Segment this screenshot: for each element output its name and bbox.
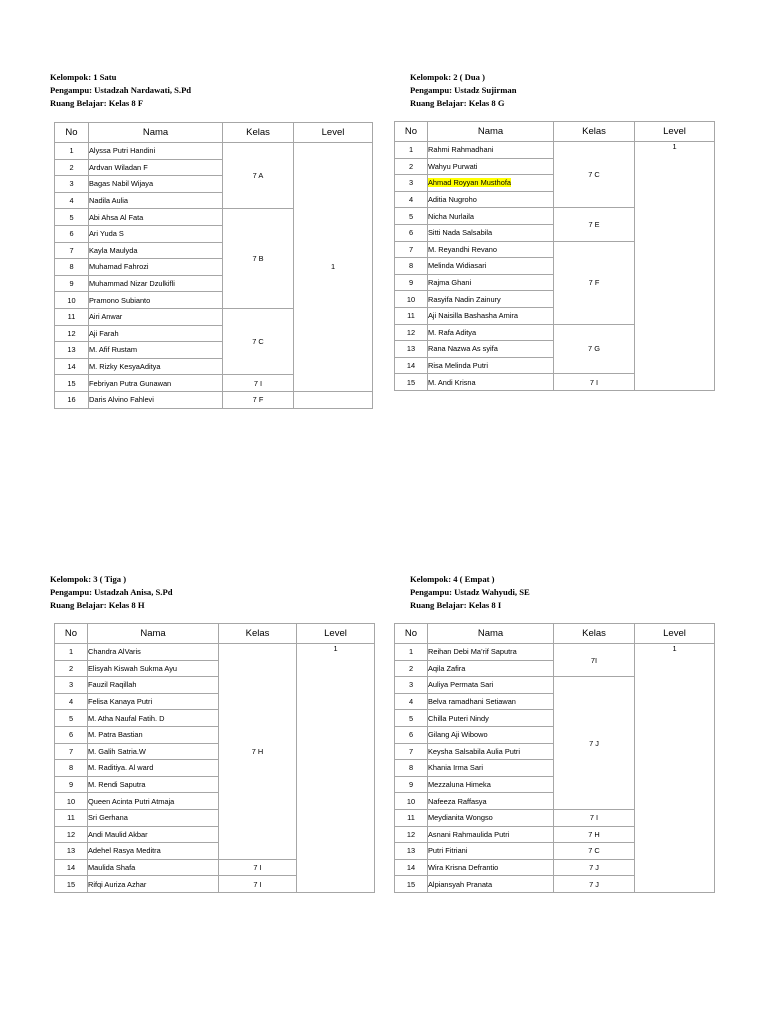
cell-no: 11 [395,307,428,324]
cell-nama [89,176,223,193]
kelompok-label: Kelompok: 1 Satu [50,72,117,82]
cell-nama [428,142,554,159]
cell-nama [428,274,554,291]
header-level: Level [635,624,715,644]
cell-no: 3 [395,677,428,694]
student-name: Elisyah Kiswah Sukma Ayu [88,663,178,673]
student-name: Mezzaluna Himeka [428,780,491,790]
cell-kelas: 7 I [554,809,635,826]
cell-no: 14 [395,357,428,374]
cell-no: 1 [395,644,428,661]
pengampu-label: Pengampu: Ustadzah Anisa, S.Pd [50,587,173,597]
cell-no: 12 [395,826,428,843]
header-kelas: Kelas [223,123,294,143]
kelompok-label: Kelompok: 3 ( Tiga ) [50,574,127,584]
pengampu-label: Pengampu: Ustadz Wahyudi, SE [410,587,530,597]
cell-no: 11 [395,809,428,826]
cell-no: 12 [55,325,89,342]
header-kelas: Kelas [554,624,635,644]
header-no: No [395,624,428,644]
cell-nama [428,826,554,843]
cell-no: 14 [55,859,88,876]
cell-nama [88,660,219,677]
student-name: Abi Ahsa Al Fata [89,212,144,222]
ruang-belajar-label: Ruang Belajar: Kelas 8 F [50,98,144,108]
cell-no: 14 [55,358,89,375]
cell-nama [88,876,219,893]
student-name: Adehel Rasya Meditra [88,846,161,856]
table-row [395,142,715,159]
cell-no: 7 [55,743,88,760]
cell-no: 1 [55,644,88,661]
header-level: Level [635,122,715,142]
student-table [394,121,715,391]
group-header [50,71,191,110]
cell-no: 15 [55,876,88,893]
student-table [54,122,373,409]
student-name: Nicha Nurlaila [428,211,475,221]
cell-no: 12 [395,324,428,341]
cell-nama [428,241,554,258]
cell-nama [428,793,554,810]
cell-no: 5 [395,710,428,727]
student-name: Melinda Widiasari [428,261,487,271]
student-name: Airi Anwar [89,312,123,322]
cell-no: 4 [395,693,428,710]
cell-no: 14 [395,859,428,876]
cell-nama [89,225,223,242]
cell-no: 6 [55,225,89,242]
cell-no: 7 [395,743,428,760]
cell-nama [428,191,554,208]
table-row [55,143,373,160]
student-name: Asnani Rahmaulida Putri [428,829,510,839]
cell-kelas: 7 H [554,826,635,843]
cell-no: 6 [395,726,428,743]
cell-nama [89,242,223,259]
student-name: Felisa Kanaya Putri [88,697,153,707]
student-name: Wahyu Purwati [428,161,478,171]
student-name: Bagas Nabil Wijaya [89,179,154,189]
cell-no: 3 [55,677,88,694]
cell-no: 2 [395,158,428,175]
cell-nama [88,859,219,876]
cell-no: 4 [55,693,88,710]
student-name: Muhammad Nizar Dzulkifli [89,279,175,289]
table-header-row [55,123,373,143]
student-name: Putri Fitriani [428,846,468,856]
cell-level: 1 [297,644,375,893]
cell-nama [428,760,554,777]
cell-nama [428,876,554,893]
cell-nama [428,357,554,374]
cell-kelas: 7 C [554,843,635,860]
cell-nama [428,710,554,727]
cell-no: 10 [55,793,88,810]
student-name: Daris Alvino Fahlevi [89,395,154,405]
cell-nama [89,342,223,359]
cell-no: 13 [55,342,89,359]
cell-nama [428,660,554,677]
cell-nama [88,743,219,760]
cell-no: 6 [55,726,88,743]
cell-no: 10 [395,793,428,810]
student-name: M. Rizky KesyaAditya [89,362,161,372]
group-header [410,71,516,110]
table-header-row [395,624,715,644]
cell-nama [88,826,219,843]
cell-level: 1 [635,644,715,893]
table-header-row [55,624,375,644]
cell-nama [428,644,554,661]
cell-level: 1 [635,142,715,391]
cell-kelas: 7 A [223,143,294,209]
student-table [54,623,375,893]
cell-nama [428,374,554,391]
student-name: Chilla Puteri Nindy [428,713,489,723]
student-name: Risa Melinda Putri [428,361,488,371]
student-name: Nadila Aulia [89,196,129,206]
cell-nama [428,224,554,241]
cell-nama [88,710,219,727]
cell-kelas: 7 I [554,374,635,391]
cell-nama [89,143,223,160]
cell-no: 1 [55,143,89,160]
student-name: M. Rafa Aditya [428,327,477,337]
cell-nama [428,776,554,793]
cell-kelas: 7 C [554,142,635,208]
ruang-belajar-label: Ruang Belajar: Kelas 8 H [50,600,145,610]
student-name: Sri Gerhana [88,813,128,823]
student-name: Fauzil Raqillah [88,680,137,690]
student-name: Rifqi Auriza Azhar [88,879,147,889]
student-name: Muhamad Fahrozi [89,262,149,272]
cell-nama [89,358,223,375]
cell-kelas: 7 H [219,644,297,860]
student-name: Queen Acinta Putri Atmaja [88,796,175,806]
student-name: Aji Farah [89,328,119,338]
student-name: Rasyifa Nadin Zainury [428,294,501,304]
pengampu-label: Pengampu: Ustadzah Nardawati, S.Pd [50,85,192,95]
student-name: Keysha Salsabila Aulia Putri [428,746,521,756]
cell-nama [88,644,219,661]
cell-nama [428,859,554,876]
cell-no: 8 [395,258,428,275]
cell-kelas: 7 F [554,241,635,324]
cell-nama [428,341,554,358]
cell-nama [428,324,554,341]
cell-nama [89,259,223,276]
cell-nama [88,793,219,810]
cell-kelas: 7 C [223,308,294,374]
student-name: Aji Naisilla Bashasha Amira [428,311,518,321]
cell-no: 3 [395,175,428,192]
cell-no: 6 [395,224,428,241]
cell-level: 1 [294,143,373,392]
cell-no: 7 [395,241,428,258]
cell-nama [89,308,223,325]
header-kelas: Kelas [219,624,297,644]
cell-kelas: 7 I [219,859,297,876]
cell-kelas: 7 J [554,876,635,893]
cell-kelas: 7I [554,644,635,677]
cell-nama [428,208,554,225]
cell-no: 11 [55,809,88,826]
header-nama: Nama [89,123,223,143]
cell-nama [88,776,219,793]
cell-level [294,391,373,408]
cell-nama [88,693,219,710]
table-row [55,391,373,408]
student-name: Ari Yuda S [89,229,124,239]
student-name: Pramono Subianto [89,295,151,305]
cell-nama [89,391,223,408]
student-name: M. Atha Naufal Fatih. D [88,713,165,723]
cell-nama [428,726,554,743]
student-name: Khania Irma Sari [428,763,484,773]
student-name: Wira Krisna Defrantio [428,863,499,873]
cell-nama [428,693,554,710]
student-name: Sitti Nada Salsabila [428,228,493,238]
cell-kelas: 7 J [554,677,635,810]
cell-no: 4 [55,192,89,209]
header-no: No [55,123,89,143]
cell-kelas: 7 G [554,324,635,374]
cell-nama [428,843,554,860]
cell-no: 13 [55,843,88,860]
student-name: Nafeeza Raffasya [428,796,487,806]
cell-nama [428,307,554,324]
header-level: Level [294,123,373,143]
cell-no: 5 [395,208,428,225]
table-row [55,644,375,661]
student-name: M. Raditiya. Al ward [88,763,154,773]
cell-no: 7 [55,242,89,259]
cell-nama [89,275,223,292]
cell-kelas: 7 F [223,391,294,408]
student-name: M. Patra Bastian [88,730,143,740]
student-name: Rana Nazwa As syifa [428,344,498,354]
header-nama: Nama [428,122,554,142]
student-name: Maulida Shafa [88,863,136,873]
cell-nama [89,292,223,309]
student-name: Belva ramadhani Setiawan [428,697,516,707]
ruang-belajar-label: Ruang Belajar: Kelas 8 I [410,600,502,610]
cell-no: 4 [395,191,428,208]
cell-no: 3 [55,176,89,193]
cell-nama [89,192,223,209]
student-name: Auliya Permata Sari [428,680,494,690]
group-header [410,573,530,612]
student-name: Rahmi Rahmadhani [428,145,494,155]
kelompok-label: Kelompok: 4 ( Empat ) [410,574,495,584]
cell-nama [428,158,554,175]
cell-no: 5 [55,209,89,226]
header-no: No [55,624,88,644]
cell-kelas: 7 E [554,208,635,241]
cell-nama [428,809,554,826]
cell-nama [428,677,554,694]
student-name: Andi Maulid Akbar [88,829,148,839]
cell-nama [89,325,223,342]
cell-no: 13 [395,341,428,358]
cell-no: 8 [55,760,88,777]
student-name: Febriyan Putra Gunawan [89,378,172,388]
student-name: Alpiansyah Pranata [428,879,493,889]
cell-no: 2 [55,660,88,677]
kelompok-label: Kelompok: 2 ( Dua ) [410,72,485,82]
cell-nama [88,677,219,694]
ruang-belajar-label: Ruang Belajar: Kelas 8 G [410,98,505,108]
cell-no: 9 [395,776,428,793]
cell-no: 9 [395,274,428,291]
student-name: Ahmad Royyan Musthofa [428,178,511,188]
cell-no: 2 [395,660,428,677]
table-row [395,644,715,661]
cell-no: 12 [55,826,88,843]
cell-no: 8 [55,259,89,276]
cell-no: 5 [55,710,88,727]
student-name: Ardvan Wiladan F [89,162,148,172]
student-name: M. Reyandhi Revano [428,244,498,254]
cell-no: 9 [55,275,89,292]
cell-no: 13 [395,843,428,860]
header-no: No [395,122,428,142]
cell-no: 15 [395,374,428,391]
cell-nama [428,175,554,192]
header-nama: Nama [428,624,554,644]
student-name: Aditia Nugroho [428,195,477,205]
cell-nama [88,843,219,860]
cell-kelas: 7 I [219,876,297,893]
student-name: Reihan Debi Ma’rif Saputra [428,647,517,657]
student-name: Meydianita Wongso [428,813,493,823]
student-name: Gilang Aji Wibowo [428,730,488,740]
cell-nama [428,258,554,275]
student-name: Chandra AlVaris [88,647,141,657]
student-name: Rajma Ghani [428,278,472,288]
cell-no: 10 [395,291,428,308]
cell-no: 11 [55,308,89,325]
cell-kelas: 7 I [223,375,294,392]
student-name: M. Afif Rustam [89,345,138,355]
cell-kelas: 7 J [554,859,635,876]
cell-no: 9 [55,776,88,793]
cell-no: 10 [55,292,89,309]
cell-no: 15 [55,375,89,392]
student-name: Alyssa Putri Handini [89,146,156,156]
cell-no: 15 [395,876,428,893]
cell-kelas: 7 B [223,209,294,309]
student-name: Aqila Zafira [428,663,466,673]
cell-nama [89,209,223,226]
cell-no: 1 [395,142,428,159]
pengampu-label: Pengampu: Ustadz Sujirman [410,85,517,95]
cell-nama [88,726,219,743]
cell-no: 8 [395,760,428,777]
student-name: M. Rendi Saputra [88,780,146,790]
student-name: M. Andi Krisna [428,377,476,387]
header-kelas: Kelas [554,122,635,142]
header-nama: Nama [88,624,219,644]
cell-no: 2 [55,159,89,176]
cell-nama [88,809,219,826]
group-header [50,573,173,612]
cell-nama [89,159,223,176]
header-level: Level [297,624,375,644]
table-header-row [395,122,715,142]
cell-nama [428,743,554,760]
student-table [394,623,715,893]
student-name: Kayla Maulyda [89,245,138,255]
student-name: M. Galih Satria.W [88,746,146,756]
cell-nama [88,760,219,777]
cell-no: 16 [55,391,89,408]
cell-nama [89,375,223,392]
cell-nama [428,291,554,308]
